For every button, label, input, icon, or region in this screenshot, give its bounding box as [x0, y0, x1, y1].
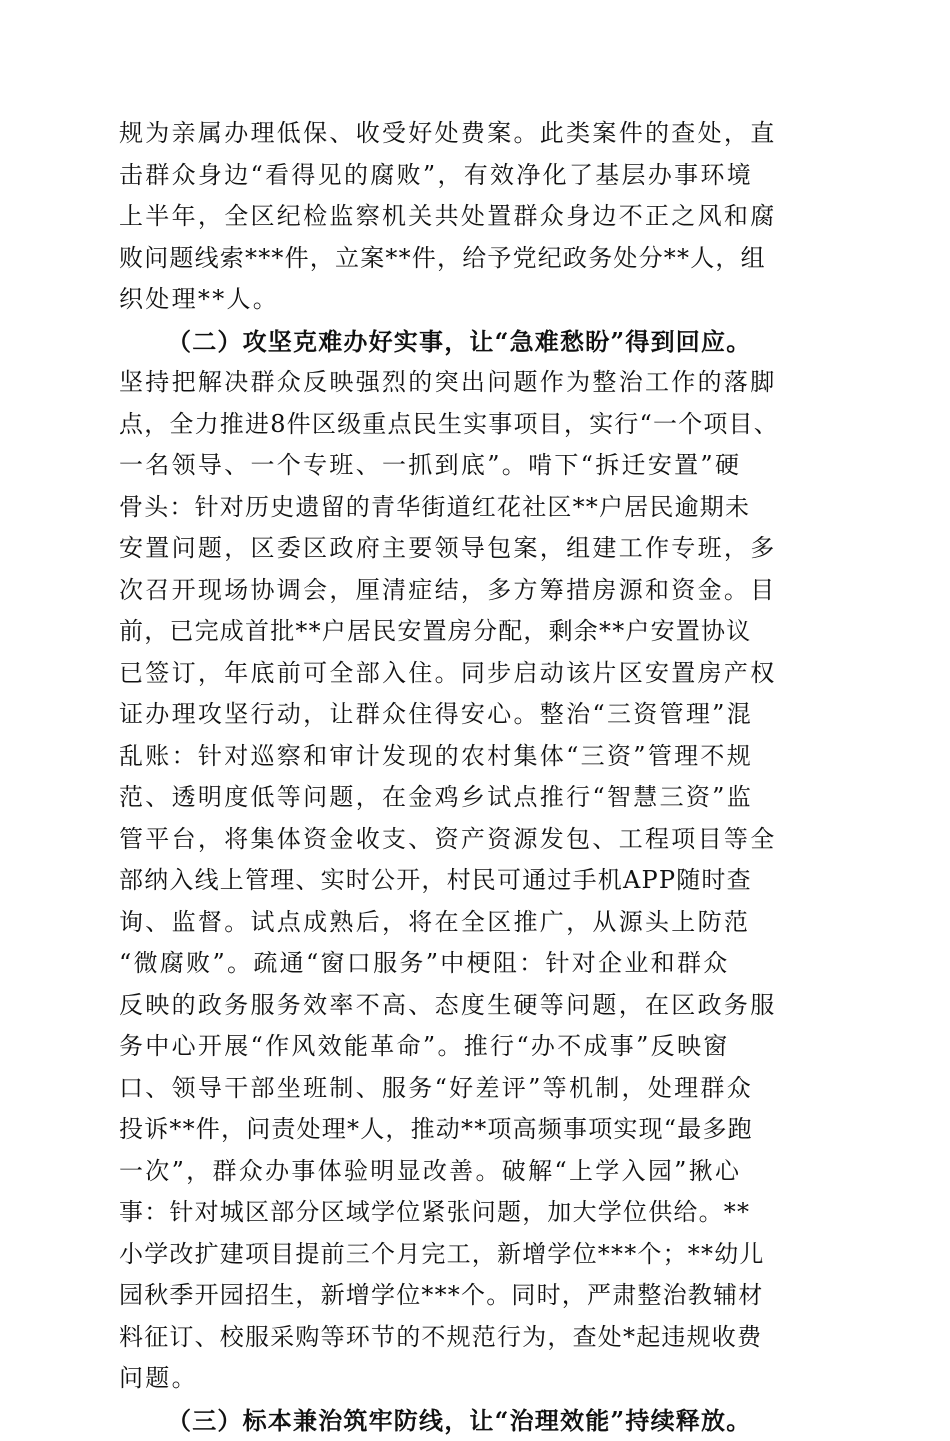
text-line: 次召开现场协调会，厘清症结，多方筹措房源和资金。目: [119, 570, 835, 612]
document-page: [119, 113, 835, 1441]
text-line: 询、监督。试点成熟后，将在全区推广，从源头上防范: [119, 902, 835, 944]
text-line: 务中心开展“作风效能革命”。推行“办不成事”反映窗: [119, 1026, 835, 1068]
text-line: 投诉**件，问责处理*人，推动**项高频事项实现“最多跑: [119, 1109, 835, 1151]
text-line: 料征订、校服采购等环节的不规范行为，查处*起违规收费: [119, 1317, 835, 1359]
text-line: 问题。: [119, 1358, 835, 1400]
text-line: 小学改扩建项目提前三个月完工，新增学位***个；**幼儿: [119, 1234, 835, 1276]
text-line: 击群众身边“看得见的腐败”，有效净化了基层办事环境: [119, 155, 835, 197]
text-line: 安置问题，区委区政府主要领导包案，组建工作专班，多: [119, 528, 835, 570]
text-line: 部纳入线上管理、实时公开，村民可通过手机APP随时查: [119, 860, 835, 902]
text-line: 反映的政务服务效率不高、态度生硬等问题，在区政务服: [119, 985, 835, 1027]
text-line: 上半年，全区纪检监察机关共处置群众身边不正之风和腐: [119, 196, 835, 238]
text-line: 败问题线索***件，立案**件，给予党纪政务处分**人，组: [119, 238, 835, 280]
text-line: 口、领导干部坐班制、服务“好差评”等机制，处理群众: [119, 1068, 835, 1110]
text-line: 骨头：针对历史遗留的青华街道红花社区**户居民逾期未: [119, 487, 835, 529]
text-line: 事：针对城区部分区域学位紧张问题，加大学位供给。**: [119, 1192, 835, 1234]
text-line: 已签订，年底前可全部入住。同步启动该片区安置房产权: [119, 653, 835, 695]
text-line: 一次”，群众办事体验明显改善。破解“上学入园”揪心: [119, 1151, 835, 1193]
text-line: “微腐败”。疏通“窗口服务”中梗阻：针对企业和群众: [119, 943, 835, 985]
text-line: 园秋季开园招生，新增学位***个。同时，严肃整治教辅材: [119, 1275, 835, 1317]
text-line: 前，已完成首批**户居民安置房分配，剩余**户安置协议: [119, 611, 835, 653]
text-line: 规为亲属办理低保、收受好处费案。此类案件的查处，直: [119, 113, 835, 155]
section-heading-3: （三）标本兼治筑牢防线，让“治理效能”持续释放。: [119, 1400, 835, 1441]
text-line: 管平台，将集体资金收支、资产资源发包、工程项目等全: [119, 819, 835, 861]
text-line: 范、透明度低等问题，在金鸡乡试点推行“智慧三资”监: [119, 777, 835, 819]
text-line: 一名领导、一个专班、一抓到底”。啃下“拆迁安置”硬: [119, 445, 835, 487]
text-line: 证办理攻坚行动，让群众住得安心。整治“三资管理”混: [119, 694, 835, 736]
text-line: 坚持把解决群众反映强烈的突出问题作为整治工作的落脚: [119, 362, 835, 404]
text-line: 织处理**人。: [119, 279, 835, 321]
text-line: 乱账：针对巡察和审计发现的农村集体“三资”管理不规: [119, 736, 835, 778]
section-heading-2: （二）攻坚克难办好实事，让“急难愁盼”得到回应。: [119, 321, 835, 363]
text-line: 点，全力推进8件区级重点民生实事项目，实行“一个项目、: [119, 404, 835, 446]
